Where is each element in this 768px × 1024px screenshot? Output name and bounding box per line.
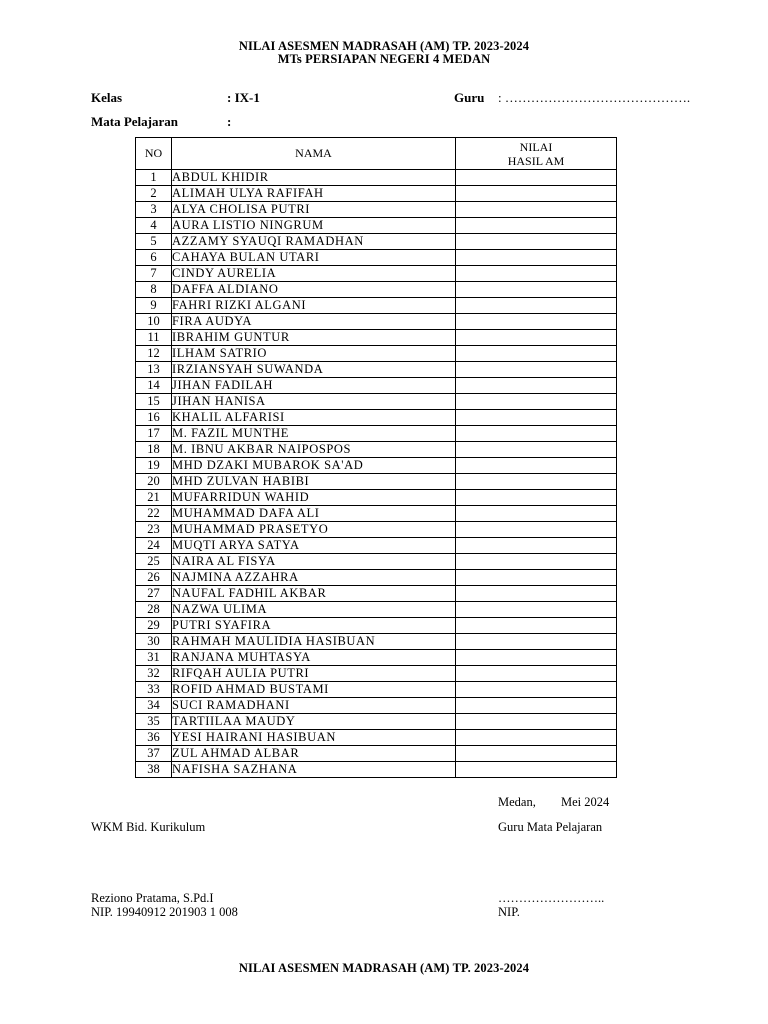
score-cell bbox=[456, 410, 617, 426]
student-name: DAFFA ALDIANO bbox=[172, 282, 456, 298]
row-number: 37 bbox=[136, 746, 172, 762]
score-cell bbox=[456, 218, 617, 234]
score-cell bbox=[456, 378, 617, 394]
table-row bbox=[136, 538, 617, 554]
table-row bbox=[136, 490, 617, 506]
score-cell bbox=[456, 170, 617, 186]
score-cell bbox=[456, 698, 617, 714]
table-row bbox=[136, 298, 617, 314]
row-number: 23 bbox=[136, 522, 172, 538]
student-name: MUQTI ARYA SATYA bbox=[172, 538, 456, 554]
student-name: CINDY AURELIA bbox=[172, 266, 456, 282]
student-name: ABDUL KHIDIR bbox=[172, 170, 456, 186]
row-number: 10 bbox=[136, 314, 172, 330]
row-number: 30 bbox=[136, 634, 172, 650]
row-number: 9 bbox=[136, 298, 172, 314]
row-number: 34 bbox=[136, 698, 172, 714]
row-number: 27 bbox=[136, 586, 172, 602]
table-row bbox=[136, 554, 617, 570]
column-header-nilai bbox=[456, 138, 617, 170]
student-name: SUCI RAMADHANI bbox=[172, 698, 456, 714]
table-row bbox=[136, 314, 617, 330]
score-cell bbox=[456, 394, 617, 410]
table-row bbox=[136, 522, 617, 538]
table-row bbox=[136, 746, 617, 762]
student-name: NAZWA ULIMA bbox=[172, 602, 456, 618]
row-number: 17 bbox=[136, 426, 172, 442]
left-signatory-nip: NIP. 19940912 201903 1 008 bbox=[91, 905, 238, 919]
score-cell bbox=[456, 298, 617, 314]
student-name: YESI HAIRANI HASIBUAN bbox=[172, 730, 456, 746]
guru-label: Guru bbox=[454, 90, 485, 105]
table-row bbox=[136, 250, 617, 266]
student-name: AZZAMY SYAUQI RAMADHAN bbox=[172, 234, 456, 250]
student-name: NAJMINA AZZAHRA bbox=[172, 570, 456, 586]
score-cell bbox=[456, 202, 617, 218]
score-cell bbox=[456, 458, 617, 474]
score-cell bbox=[456, 442, 617, 458]
row-number: 4 bbox=[136, 218, 172, 234]
document-title: NILAI ASESMEN MADRASAH (AM) TP. 2023-2024 bbox=[238, 39, 530, 53]
score-cell bbox=[456, 602, 617, 618]
row-number: 19 bbox=[136, 458, 172, 474]
table-row bbox=[136, 698, 617, 714]
school-name: MTs PERSIAPAN NEGERI 4 MEDAN bbox=[277, 52, 491, 66]
score-cell bbox=[456, 554, 617, 570]
row-number: 28 bbox=[136, 602, 172, 618]
student-name: MHD ZULVAN HABIBI bbox=[172, 474, 456, 490]
student-name: FAHRI RIZKI ALGANI bbox=[172, 298, 456, 314]
student-name: FIRA AUDYA bbox=[172, 314, 456, 330]
column-header-no: NO bbox=[136, 138, 172, 170]
table-row bbox=[136, 506, 617, 522]
score-cell bbox=[456, 714, 617, 730]
score-cell bbox=[456, 490, 617, 506]
student-name: RANJANA MUHTASYA bbox=[172, 650, 456, 666]
student-name: NAIRA AL FISYA bbox=[172, 554, 456, 570]
table-row bbox=[136, 410, 617, 426]
column-header-nama: NAMA bbox=[172, 138, 456, 170]
student-name: NAFISHA SAZHANA bbox=[172, 762, 456, 778]
student-name: M. FAZIL MUNTHE bbox=[172, 426, 456, 442]
row-number: 35 bbox=[136, 714, 172, 730]
student-name: MUHAMMAD PRASETYO bbox=[172, 522, 456, 538]
table-row bbox=[136, 202, 617, 218]
score-cell bbox=[456, 346, 617, 362]
mapel-value: : bbox=[227, 114, 232, 129]
table-row bbox=[136, 170, 617, 186]
table-row bbox=[136, 426, 617, 442]
kelas-label: Kelas bbox=[91, 90, 123, 105]
table-row bbox=[136, 346, 617, 362]
row-number: 8 bbox=[136, 282, 172, 298]
score-cell bbox=[456, 362, 617, 378]
kelas-value: : IX-1 bbox=[227, 90, 260, 105]
grade-table bbox=[135, 137, 617, 778]
student-name: M. IBNU AKBAR NAIPOSPOS bbox=[172, 442, 456, 458]
student-name: IBRAHIM GUNTUR bbox=[172, 330, 456, 346]
table-row bbox=[136, 634, 617, 650]
row-number: 25 bbox=[136, 554, 172, 570]
score-cell bbox=[456, 570, 617, 586]
score-cell bbox=[456, 426, 617, 442]
table-row bbox=[136, 218, 617, 234]
row-number: 18 bbox=[136, 442, 172, 458]
student-name: MHD DZAKI MUBAROK SA'AD bbox=[172, 458, 456, 474]
student-name: ALYA CHOLISA PUTRI bbox=[172, 202, 456, 218]
row-number: 12 bbox=[136, 346, 172, 362]
score-cell bbox=[456, 266, 617, 282]
column-header-nilai-line2: HASIL AM bbox=[507, 153, 565, 168]
student-name: IRZIANSYAH SUWANDA bbox=[172, 362, 456, 378]
table-row bbox=[136, 442, 617, 458]
score-cell bbox=[456, 282, 617, 298]
student-name: JIHAN FADILAH bbox=[172, 378, 456, 394]
table-row bbox=[136, 330, 617, 346]
student-name: AURA LISTIO NINGRUM bbox=[172, 218, 456, 234]
row-number: 21 bbox=[136, 490, 172, 506]
grade-table-body bbox=[136, 170, 617, 778]
table-row bbox=[136, 618, 617, 634]
table-row bbox=[136, 378, 617, 394]
table-row bbox=[136, 234, 617, 250]
row-number: 1 bbox=[136, 170, 172, 186]
mapel-label: Mata Pelajaran bbox=[91, 114, 179, 129]
score-cell bbox=[456, 762, 617, 778]
score-cell bbox=[456, 330, 617, 346]
student-name: CAHAYA BULAN UTARI bbox=[172, 250, 456, 266]
row-number: 3 bbox=[136, 202, 172, 218]
score-cell bbox=[456, 666, 617, 682]
score-cell bbox=[456, 234, 617, 250]
student-name: KHALIL ALFARISI bbox=[172, 410, 456, 426]
table-row bbox=[136, 650, 617, 666]
student-name: RIFQAH AULIA PUTRI bbox=[172, 666, 456, 682]
row-number: 16 bbox=[136, 410, 172, 426]
row-number: 14 bbox=[136, 378, 172, 394]
score-cell bbox=[456, 634, 617, 650]
signing-date: Mei 2024 bbox=[561, 795, 610, 809]
next-page-title: NILAI ASESMEN MADRASAH (AM) TP. 2023-2024 bbox=[238, 961, 530, 975]
row-number: 24 bbox=[136, 538, 172, 554]
column-header-nilai-line1: NILAI bbox=[519, 139, 553, 154]
student-name: JIHAN HANISA bbox=[172, 394, 456, 410]
row-number: 22 bbox=[136, 506, 172, 522]
right-signatory-role: Guru Mata Pelajaran bbox=[498, 820, 603, 834]
student-name: RAHMAH MAULIDIA HASIBUAN bbox=[172, 634, 456, 650]
table-row bbox=[136, 730, 617, 746]
student-name: ZUL AHMAD ALBAR bbox=[172, 746, 456, 762]
score-cell bbox=[456, 186, 617, 202]
row-number: 29 bbox=[136, 618, 172, 634]
right-signatory-name: …………………….. bbox=[498, 891, 605, 905]
student-name: NAUFAL FADHIL AKBAR bbox=[172, 586, 456, 602]
score-cell bbox=[456, 618, 617, 634]
left-signatory-name: Reziono Pratama, S.Pd.I bbox=[91, 891, 214, 905]
row-number: 31 bbox=[136, 650, 172, 666]
row-number: 26 bbox=[136, 570, 172, 586]
row-number: 13 bbox=[136, 362, 172, 378]
table-row bbox=[136, 682, 617, 698]
table-row bbox=[136, 602, 617, 618]
table-row bbox=[136, 282, 617, 298]
score-cell bbox=[456, 538, 617, 554]
table-row bbox=[136, 586, 617, 602]
table-row bbox=[136, 458, 617, 474]
score-cell bbox=[456, 522, 617, 538]
row-number: 15 bbox=[136, 394, 172, 410]
student-name: MUFARRIDUN WAHID bbox=[172, 490, 456, 506]
right-signatory-nip: NIP. bbox=[498, 905, 520, 919]
row-number: 20 bbox=[136, 474, 172, 490]
student-name: MUHAMMAD DAFA ALI bbox=[172, 506, 456, 522]
guru-value: : ……………………………………. bbox=[498, 90, 691, 105]
score-cell bbox=[456, 250, 617, 266]
table-row bbox=[136, 362, 617, 378]
student-name: TARTIILAA MAUDY bbox=[172, 714, 456, 730]
table-row bbox=[136, 474, 617, 490]
score-cell bbox=[456, 506, 617, 522]
row-number: 36 bbox=[136, 730, 172, 746]
score-cell bbox=[456, 682, 617, 698]
row-number: 11 bbox=[136, 330, 172, 346]
score-cell bbox=[456, 586, 617, 602]
row-number: 32 bbox=[136, 666, 172, 682]
student-name: ILHAM SATRIO bbox=[172, 346, 456, 362]
row-number: 33 bbox=[136, 682, 172, 698]
score-cell bbox=[456, 746, 617, 762]
student-name: PUTRI SYAFIRA bbox=[172, 618, 456, 634]
score-cell bbox=[456, 650, 617, 666]
table-row bbox=[136, 762, 617, 778]
score-cell bbox=[456, 314, 617, 330]
score-cell bbox=[456, 474, 617, 490]
row-number: 6 bbox=[136, 250, 172, 266]
student-name: ALIMAH ULYA RAFIFAH bbox=[172, 186, 456, 202]
row-number: 38 bbox=[136, 762, 172, 778]
table-row bbox=[136, 186, 617, 202]
table-row bbox=[136, 570, 617, 586]
row-number: 7 bbox=[136, 266, 172, 282]
table-row bbox=[136, 666, 617, 682]
student-name: ROFID AHMAD BUSTAMI bbox=[172, 682, 456, 698]
row-number: 2 bbox=[136, 186, 172, 202]
row-number: 5 bbox=[136, 234, 172, 250]
score-cell bbox=[456, 730, 617, 746]
signing-place: Medan, bbox=[498, 795, 536, 809]
left-signatory-role: WKM Bid. Kurikulum bbox=[91, 820, 206, 834]
table-row bbox=[136, 714, 617, 730]
table-row bbox=[136, 266, 617, 282]
table-row bbox=[136, 394, 617, 410]
table-header-row bbox=[136, 138, 617, 170]
